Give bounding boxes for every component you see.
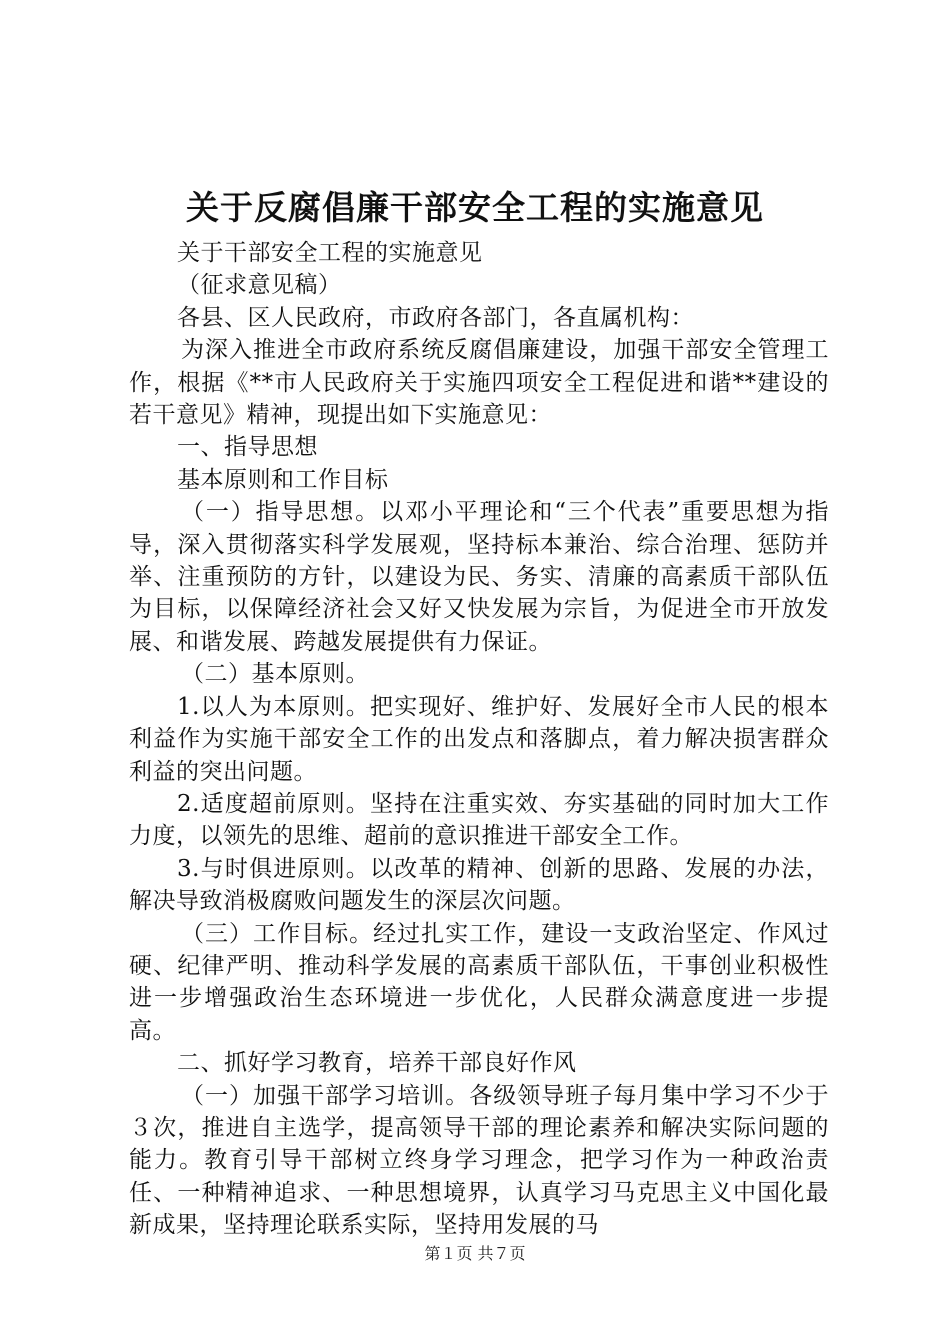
section-heading-2: 二、抓好学习教育，培养干部良好作风	[177, 1050, 577, 1077]
draft-note: （征求意见稿）	[177, 272, 342, 299]
page-number: 第１页 共７页	[424, 1244, 526, 1263]
paragraph-work-goals: （三）工作目标。经过扎实工作，建设一支政治坚定、作风过硬、纪律严明、推动科学发展的高素质干部队伍，干事创业积极性进一步增强政治生态环境进一步优化，人民群众满意度进一步提高。	[129, 920, 829, 1044]
subtitle: 关于干部安全工程的实施意见	[177, 240, 483, 266]
document-title: 关于反腐倡廉干部安全工程的实施意见	[186, 188, 764, 227]
paragraph-basic-principles: （二）基本原则。	[181, 661, 369, 688]
section-subheading-1: 基本原则和工作目标	[177, 466, 389, 493]
paragraph-training: （一）加强干部学习培训。各级领导班子每月集中学习不少于３次，推进自主选学，提高领导干部的理论素养和解决实际问题的能力。教育引导干部树立终身学习理念，把学习作为一种政治责任、一种精神追求、一种思想境界，认真学习马克思主义中国化最新成果，坚持理论联系实际，坚持用发展的马	[129, 1082, 829, 1239]
paragraph-principle-1: 1.以人为本原则。把实现好、维护好、发展好全市人民的根本利益作为实施干部安全工作的出发点和落脚点，着力解决损害群众利益的突出问题。	[129, 693, 829, 785]
intro-paragraph: 为深入推进全市政府系统反腐倡廉建设，加强干部安全管理工作，根据《**市人民政府关于实施四项安全工程促进和谐**建设的若干意见》精神，现提出如下实施意见：	[129, 337, 829, 429]
paragraph-guiding-thought: （一）指导思想。以邓小平理论和“三个代表”重要思想为指导，深入贯彻落实科学发展观，坚持标本兼治、综合治理、惩防并举、注重预防的方针，以建设为民、务实、清廉的高素质干部队伍为目标，以保障经济社会又好又快发展为宗旨，为促进全市开放发展、和谐发展、跨越发展提供有力保证。	[129, 499, 829, 655]
addressee: 各县、区人民政府，市政府各部门，各直属机构：	[177, 304, 694, 331]
paragraph-principle-2: 2.适度超前原则。坚持在注重实效、夯实基础的同时加大工作力度，以领先的思维、超前的意识推进干部安全工作。	[129, 790, 829, 850]
paragraph-principle-3: 3.与时俱进原则。以改革的精神、创新的思路、发展的办法，解决导致消极腐败问题发生的深层次问题。	[129, 855, 829, 915]
section-heading-1: 一、指导思想	[177, 434, 318, 461]
document-body	[129, 237, 829, 1242]
